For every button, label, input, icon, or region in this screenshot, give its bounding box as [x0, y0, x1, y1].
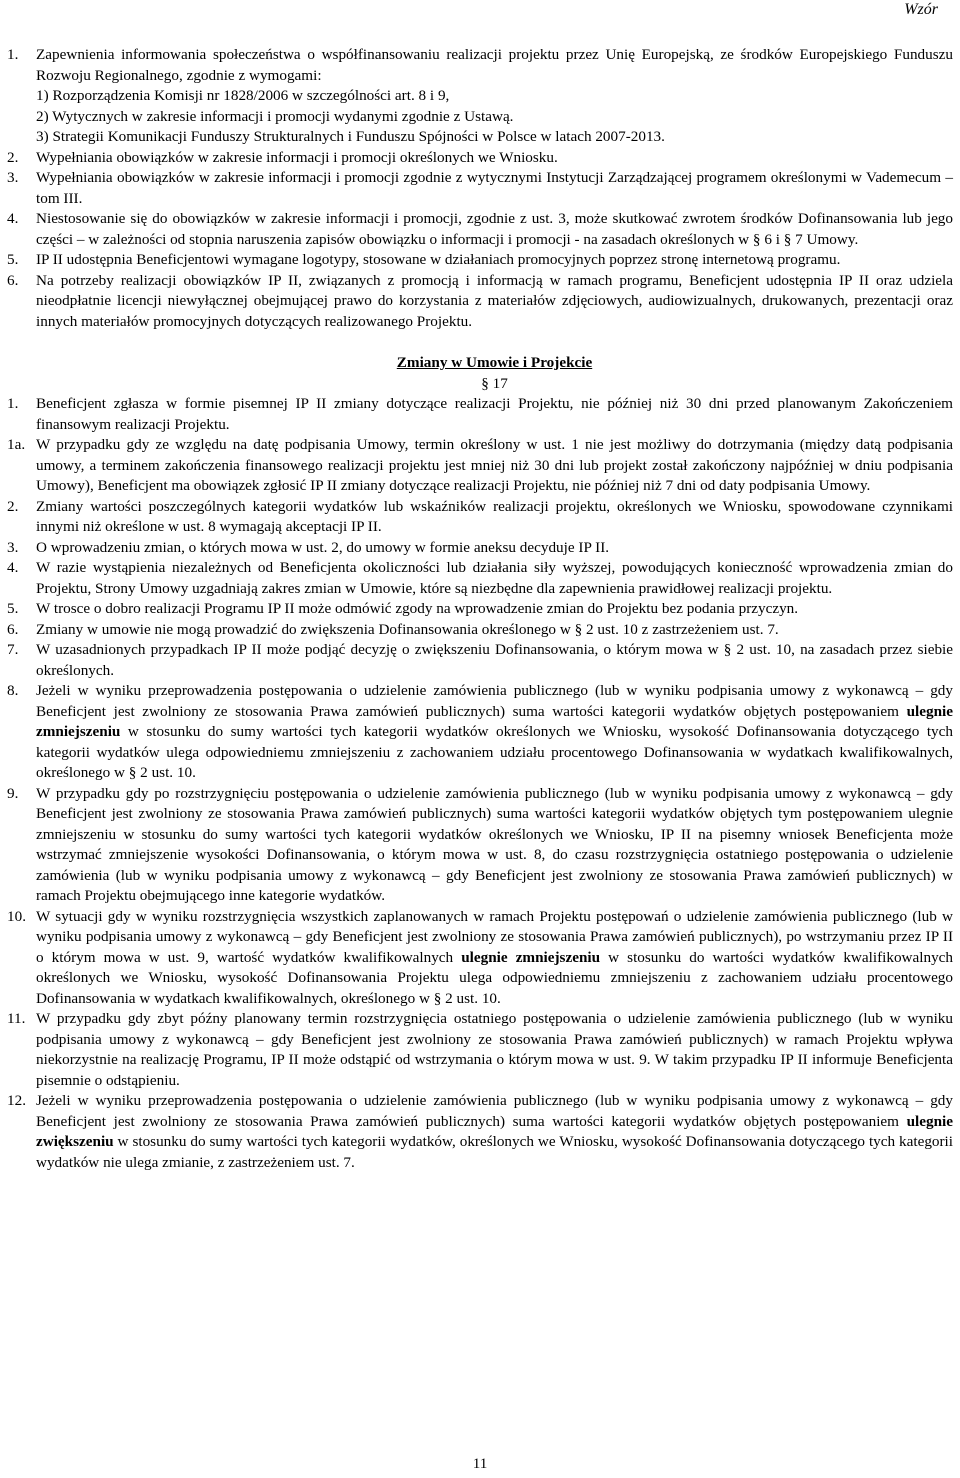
- item-text-post: w stosunku do sumy wartości tych kategorii wydatków, określonych we Wniosku, wysokość Dofinansowania dotyczącego tych kategorii wydatków nie ulega zmianie, z zastrzeżeniem ust. 7.: [36, 1133, 953, 1171]
- clause-item: [7, 599, 953, 620]
- item-text: Zapewnienia informowania społeczeństwa o współfinansowaniu realizacji projektu przez Unię Europejską, ze środków Europejskiego Funduszu Rozwoju Regionalnego, zgodnie z wymogami:: [36, 46, 953, 84]
- clause-item: [7, 538, 953, 559]
- intro-item-1: [7, 45, 953, 148]
- item-text-post: w stosunku do wartości wydatków kwalifikowalnych określonych we Wniosku, wysokość Dofinansowania Projektu ulega odpowiedniemu zmniejszeniu z zachowaniem udziału procentowego Dofinansowania w wydatkach kwalifikowalnych, określonego w § 2 ust. 10.: [36, 948, 953, 1007]
- item-text: W trosce o dobro realizacji Programu IP II może odmówić zgody na wprowadzenie zmian do Projektu bez podania przyczyn.: [36, 600, 799, 617]
- item-number: 3.: [7, 169, 19, 186]
- clause-item: [7, 394, 953, 435]
- document-label: Wzór: [904, 1, 938, 18]
- item-text: O wprowadzeniu zmian, o których mowa w ust. 2, do umowy w formie aneksu decyduje IP II.: [36, 538, 610, 556]
- item-number: 3.: [7, 538, 19, 556]
- item-text-pre: W sytuacji gdy w wyniku rozstrzygnięcia wszystkich zaplanowanych w ramach Projektu postępowań o udzielenie zamówienia publicznego (lub w wyniku podpisania umowy z wykonawcą – gdy Beneficjent jest zwolniony ze stosowania Prawa zamówień publicznych), po wstrzymaniu przez IP II o którym mowa w ust. 9, wartość wydatków kwalifikowalnych: [36, 907, 953, 966]
- item-text: W przypadku gdy po rozstrzygnięciu postępowania o udzielenie zamówienia publicznego (lub w wyniku podpisania umowy z wykonawcą – gdy Beneficjent jest zwolniony ze stosowania Prawa zamówień publicznych) suma wartości kategorii wydatków objętych tym postępowaniem ulegnie zmniejszeniu w stosunku do sumy wartości tych kategorii wydatków określonych we Wniosku, IP II na pisemny wniosek Beneficjenta może wstrzymać zmniejszenie wysokości Dofinansowania, o którym mowa w ust. 8, do czasu rozstrzygnięcia ostatniego postępowania o udzielenie zamówienia (lub w wyniku podpisania umowy z wykonawcą – gdy Beneficjent jest zwolniony ze stosowania Prawa zamówień publicznych) w ramach Projektu obejmującego inne kategorie wydatków.: [36, 784, 953, 904]
- item-text: Zmiany w umowie nie mogą prowadzić do zwiększenia Dofinansowania określonego w § 2 ust. 10 z zastrzeżeniem ust. 7.: [36, 620, 779, 638]
- item-number: 4.: [7, 210, 19, 227]
- item-number: 8.: [7, 682, 19, 699]
- item-number: 11.: [7, 1010, 26, 1027]
- clause-item: [7, 558, 953, 599]
- item-text: Beneficjent zgłasza w formie pisemnej IP II zmiany dotyczące realizacji Projektu, nie później niż 30 dni przed planowanym Zakończeniem finansowym realizacji Projektu.: [36, 395, 953, 433]
- item-number: 7.: [7, 641, 19, 658]
- item-number: 10.: [7, 907, 26, 925]
- clause-item: [7, 681, 953, 784]
- intro-item-2: [7, 148, 953, 169]
- item-text-post: w stosunku do sumy wartości tych kategorii wydatków określonych we Wniosku, wysokość Dofinansowania dotyczącego tych kategorii wydatków ulega odpowiedniemu zmniejszeniu z zachowaniem udziału procentowego Dofinansowania w wydatkach kwalifikowalnych, określonego w § 2 ust. 10.: [36, 723, 953, 781]
- item-text-bold: ulegnie zwiększeniu: [36, 1112, 953, 1150]
- item-text: Niestosowanie się do obowiązków w zakresie informacji i promocji, zgodnie z ust. 3, może skutkować zwrotem środków Dofinansowania lub jego części – w zależności od stopnia naruszenia zapisów obowiązku o informacji i promocji - na zasadach określonych w § 6 i § 7 Umowy.: [36, 210, 953, 248]
- item-text-pre: Jeżeli w wyniku przeprowadzenia postępowania o udzielenie zamówienia publicznego (lub w wyniku podpisania umowy z wykonawcą – gdy Beneficjent jest zwolniony ze stosowania Prawa zamówień publicznych) suma wartości kategorii wydatków objętych postępowaniem: [36, 1092, 953, 1130]
- item-number: 5.: [7, 600, 19, 617]
- intro-item-5: [7, 250, 953, 271]
- item-text: Na potrzeby realizacji obowiązków IP II, związanych z promocją i informacją w ramach programu, Beneficjent udostępnia IP II oraz udziela nieodpłatnie licencji niewyłącznej obejmującej prawo do korzystania z materiałów zdjęciowych, audiowizualnych, drukowanych, prezentacji oraz innych materiałów promocyjnych dotyczących realizowanego Projektu.: [36, 271, 953, 330]
- item-text: Zmiany wartości poszczególnych kategorii wydatków lub wskaźników realizacji projektu, określonych we Wniosku, spowodowane czynnikami innymi niż określone w ust. 8 wymagają akceptacji IP II.: [36, 497, 953, 535]
- clause-item: [7, 1009, 953, 1091]
- item-number: 12.: [7, 1092, 26, 1109]
- item-number: 9.: [7, 784, 19, 802]
- section-title: Zmiany w Umowie i Projekcie: [396, 354, 593, 371]
- clause-item: [7, 497, 953, 538]
- item-number: 1.: [7, 46, 19, 63]
- intro-item-6: [7, 271, 953, 333]
- item-text-bold: ulegnie zmniejszeniu: [461, 948, 601, 966]
- item-number: 1.: [7, 395, 19, 412]
- clause-item: [7, 435, 953, 497]
- item-number: 6.: [7, 271, 19, 289]
- clause-item: [7, 620, 953, 641]
- item-text: W razie wystąpienia niezależnych od Beneficjenta okoliczności lub działania siły wyższej, powodujących konieczność wprowadzenia zmian do Projektu, Strony Umowy uzgadniają zakres zmian w Umowie, które są niezbędne dla zapewnienia prawidłowej realizacji projektu.: [36, 559, 953, 597]
- sub-item-1: 1) Rozporządzenia Komisji nr 1828/2006 w szczególności art. 8 i 9,: [36, 87, 450, 104]
- page-number: 11: [472, 1455, 488, 1472]
- item-number: 4.: [7, 559, 19, 576]
- item-text: IP II udostępnia Beneficjentowi wymagane logotypy, stosowane w działaniach promocyjnych poprzez stronę internetową programu.: [36, 251, 841, 268]
- section-number: § 17: [481, 374, 508, 392]
- document-body: [7, 45, 953, 1173]
- item-text: Wypełniania obowiązków w zakresie informacji i promocji zgodnie z wytycznymi Instytucji Zarządzającej programem określonymi w Vademecum – tom III.: [36, 169, 953, 207]
- clause-item: [7, 907, 953, 1010]
- item-number: 2.: [7, 148, 19, 166]
- clause-item: [7, 640, 953, 681]
- item-text-bold: ulegnie zmniejszeniu: [36, 702, 953, 740]
- item-number: 2.: [7, 497, 19, 515]
- item-text: W przypadku gdy ze względu na datę podpisania Umowy, termin określony w ust. 1 nie jest możliwy do dotrzymania (między datą podpisania umowy, a terminem zakończenia finansowego realizacji projektu jest mniej niż 30 dni lub projekt został zakończony najpóźniej w dniu podpisania Umowy), Beneficjent ma obowiązek zgłosić IP II zmiany dotyczące realizacji Projektu, nie później niż 7 dni od daty podpisania Umowy.: [36, 436, 953, 494]
- item-text: W przypadku gdy zbyt późny planowany termin rozstrzygnięcia ostatniego postępowania o udzielenie zamówienia publicznego (lub w wyniku podpisania umowy z wykonawcą – gdy Beneficjent jest zwolniony ze stosowania Prawa zamówień publicznych) w ramach Projektu wpływa niekorzystnie na realizację Programu, IP II może odstąpić od wstrzymania o którym mowa w ust. 9. W takim przypadku IP II informuje Beneficjenta pisemnie o odstąpieniu.: [36, 1010, 953, 1089]
- item-text: W uzasadnionych przypadkach IP II może podjąć decyzję o zwiększeniu Dofinansowania, o którym mowa w § 2 ust. 10, na zasadach przez siebie określonych.: [36, 641, 953, 679]
- intro-item-4: [7, 209, 953, 250]
- item-text-pre: Jeżeli w wyniku przeprowadzenia postępowania o udzielenie zamówienia publicznego (lub w wyniku podpisania umowy z wykonawcą – gdy Beneficjent jest zwolniony ze stosowania Prawa zamówień publicznych) suma wartości kategorii wydatków objętych postępowaniem: [36, 682, 953, 720]
- item-number: 6.: [7, 620, 19, 638]
- sub-item-3: 3) Strategii Komunikacji Funduszy Strukturalnych i Funduszu Spójności w Polsce w latach 2007-2013.: [36, 128, 665, 145]
- clause-item: [7, 1091, 953, 1173]
- item-number: 5.: [7, 251, 19, 268]
- item-number: 1a.: [7, 436, 26, 453]
- item-text: Wypełniania obowiązków w zakresie informacji i promocji określonych we Wniosku.: [36, 148, 558, 166]
- clause-item: [7, 784, 953, 907]
- intro-item-3: [7, 168, 953, 209]
- sub-item-2: 2) Wytycznych w zakresie informacji i promocji wydanymi zgodnie z Ustawą.: [36, 107, 514, 125]
